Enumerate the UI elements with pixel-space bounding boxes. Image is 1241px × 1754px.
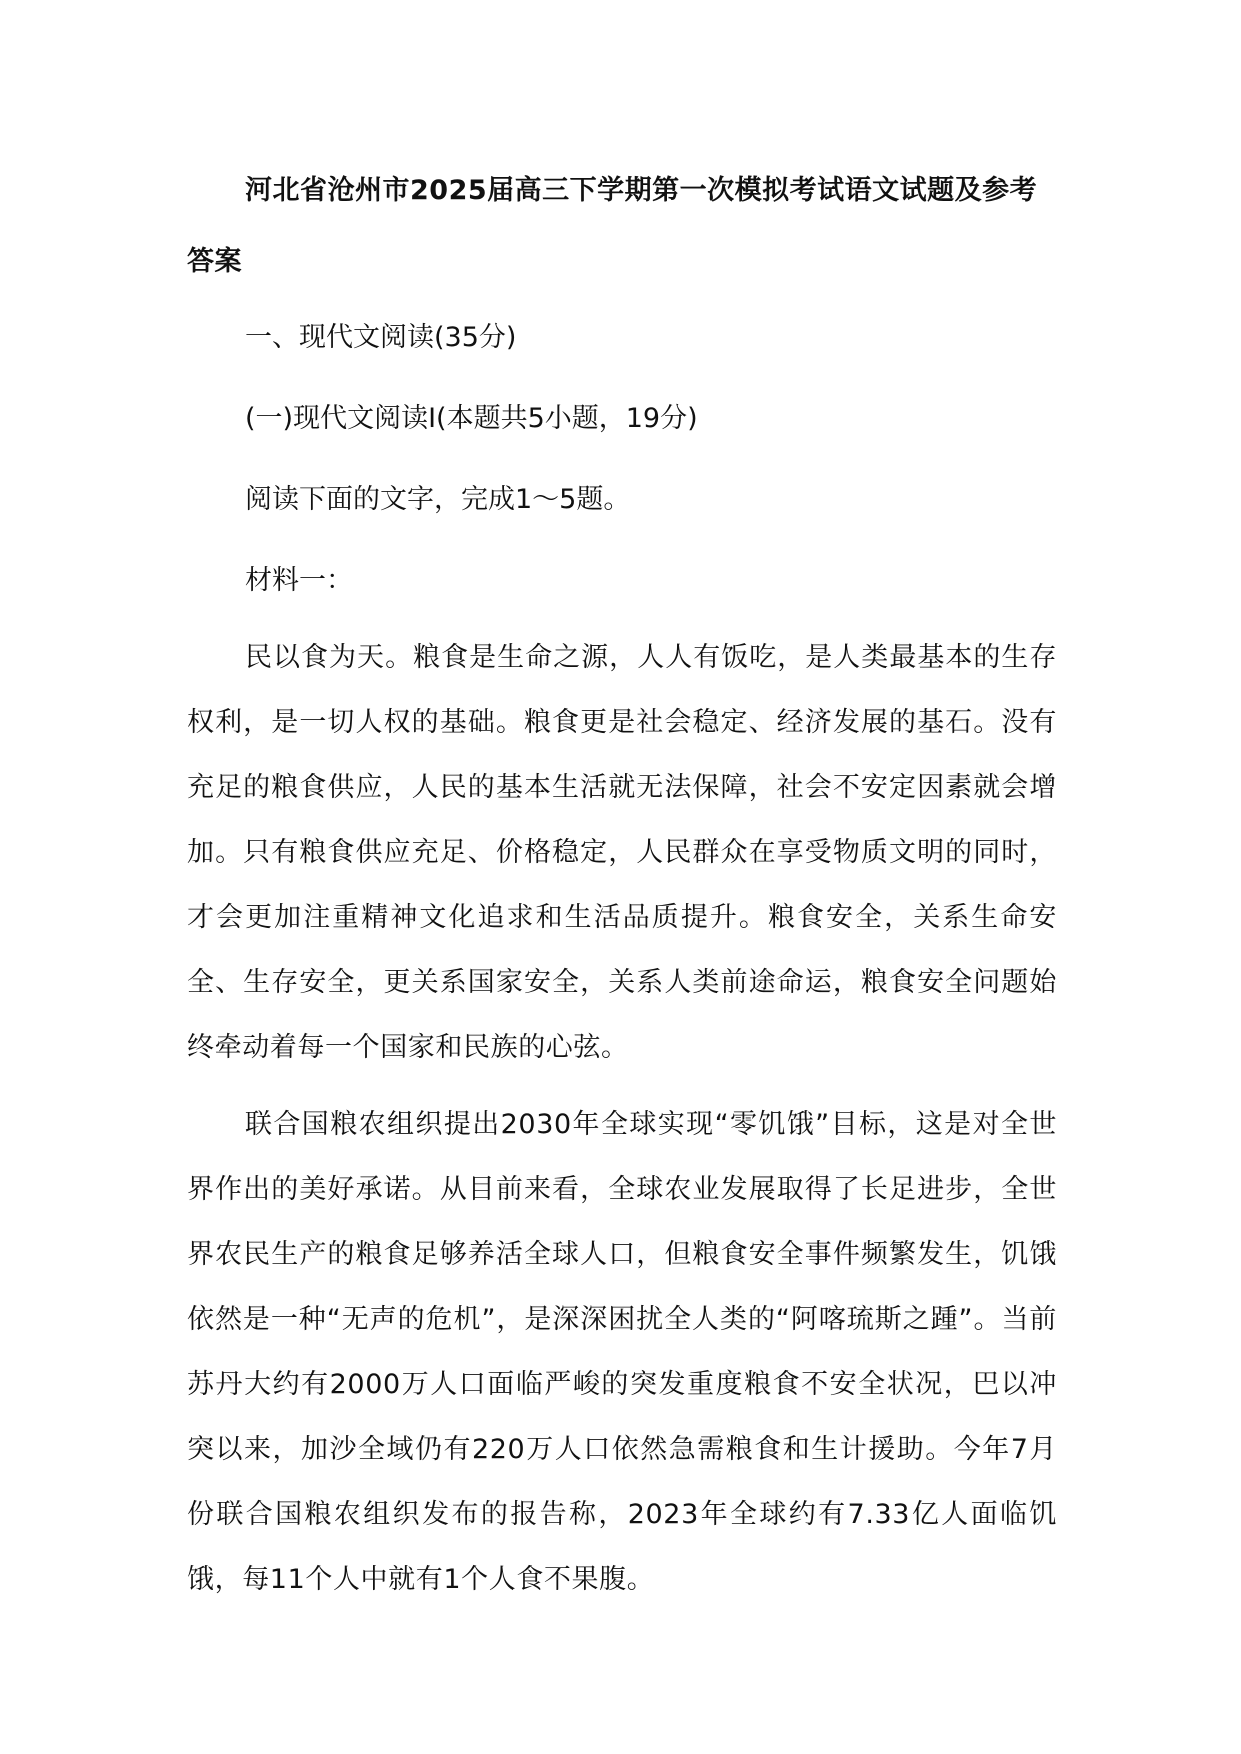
document-content xyxy=(187,155,1057,1612)
material-label: 材料一： xyxy=(245,565,353,596)
paragraph: 联合国粮农组织提出2030年全球实现“零饥饿”目标，这是对全世界作出的美好承诺。从目前来看，全球农业发展取得了长足进步，全世界农民生产的粮食足够养活全球人口，但粮食安全事件频繁发生，饥饿依然是一种“无声的危机”，是深深困扰全人类的“阿喀琉斯之踵”。当前苏丹大约有2000万人口面临严峻的突发重度粮食不安全状况，巴以冲突以来，加沙全域仍有220万人口依然急需粮食和生计援助。今年7月份联合国粮农组织发布的报告称，2023年全球约有7.33亿人面临饥饿，每11个人中就有1个人食不果腹。 xyxy=(187,1109,1057,1595)
subsection-heading: (一)现代文阅读Ⅰ(本题共5小题，19分) xyxy=(245,403,698,434)
section-heading: 一、现代文阅读(35分) xyxy=(245,322,517,353)
paragraph: 民以食为天。粮食是生命之源，人人有饭吃，是人类最基本的生存权利，是一切人权的基础。粮食更是社会稳定、经济发展的基石。没有充足的粮食供应，人民的基本生活就无法保障，社会不安定因素就会增加。只有粮食供应充足、价格稳定，人民群众在享受物质文明的同时，才会更加注重精神文化追求和生活品质提升。粮食安全，关系生命安全、生存安全，更关系国家安全，关系人类前途命运，粮食安全问题始终牵动着每一个国家和民族的心弦。 xyxy=(187,642,1057,1063)
document-title: 河北省沧州市2025届高三下学期第一次模拟考试语文试题及参考答案 xyxy=(187,175,1038,277)
reading-instruction: 阅读下面的文字，完成1～5题。 xyxy=(245,484,631,515)
